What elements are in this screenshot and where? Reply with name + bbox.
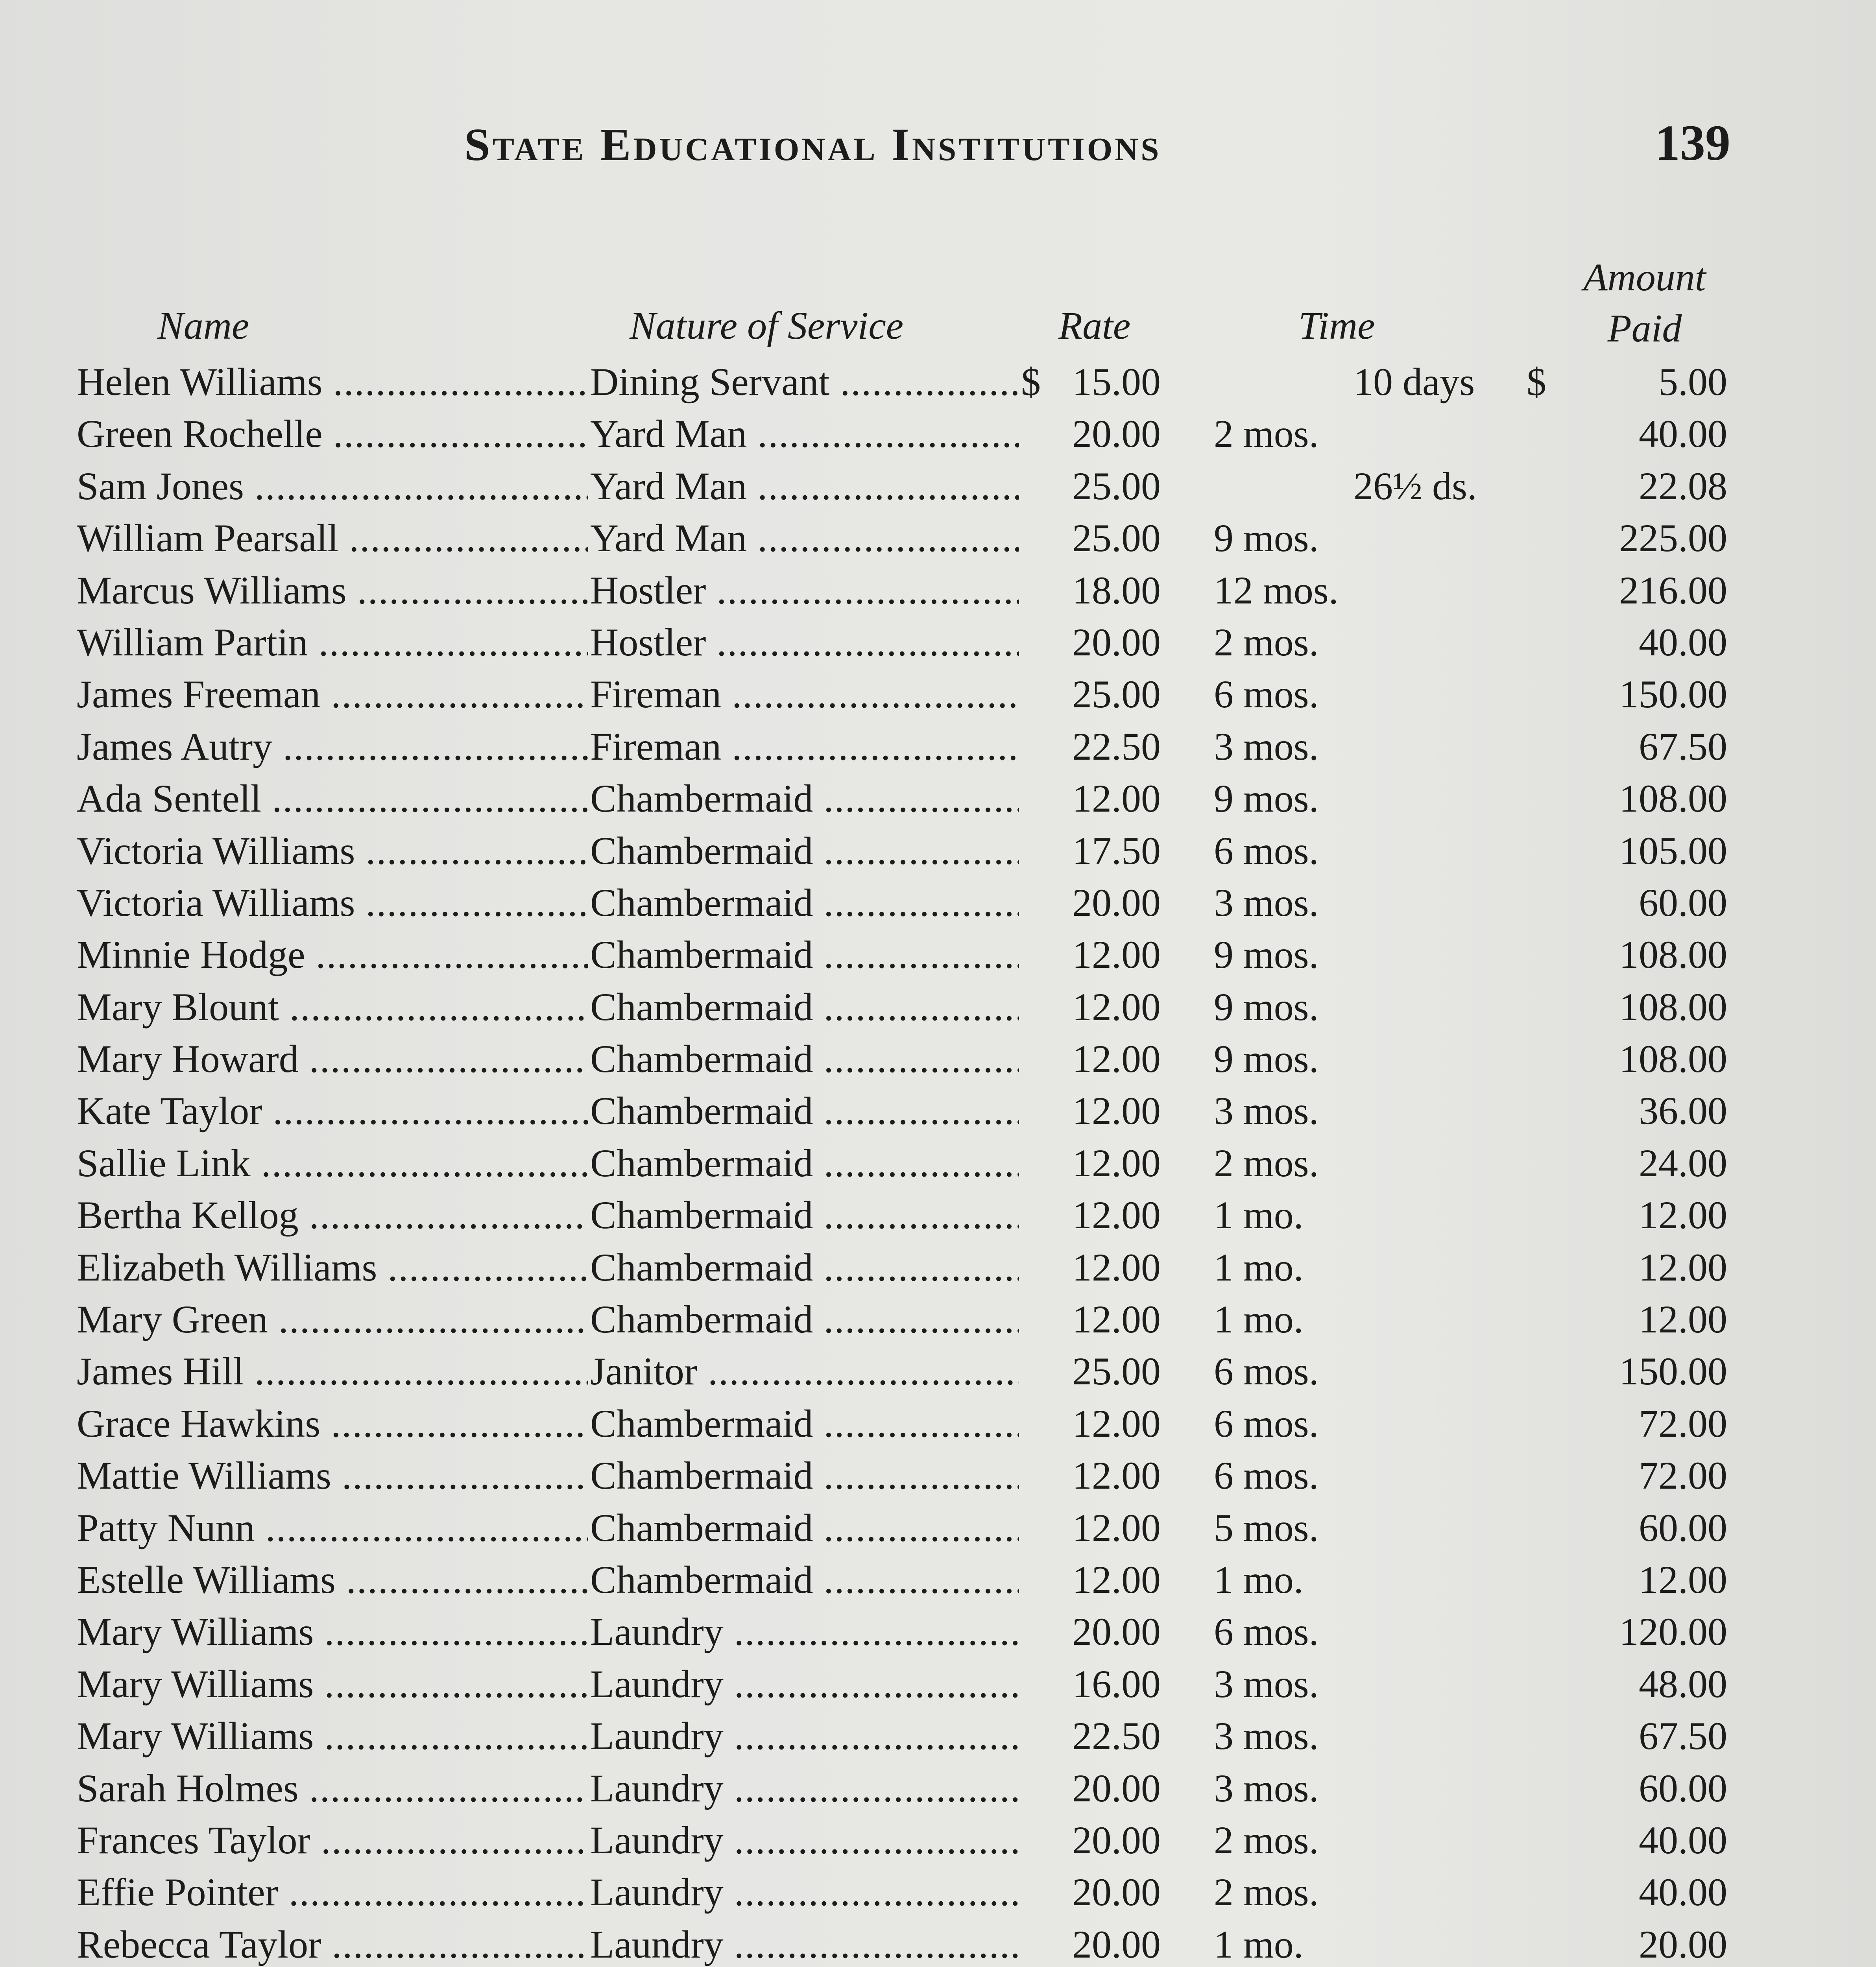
table-row bbox=[0, 1137, 1876, 1189]
employee-name: Mary Williams ..... bbox=[77, 1658, 588, 1710]
time-months: 9 mos. bbox=[1214, 777, 1319, 821]
nature-of-service: Chambermaid ..... bbox=[590, 929, 1019, 981]
time-months: 9 mos. bbox=[1214, 933, 1319, 977]
time-months: 3 mos. bbox=[1214, 1766, 1319, 1810]
time-days: 10 days bbox=[1353, 360, 1475, 404]
page-number: 139 bbox=[1655, 115, 1730, 171]
rate: 17.50 bbox=[1072, 829, 1161, 873]
employee-name: Marcus Williams ..... bbox=[77, 565, 588, 616]
nature-of-service: Chambermaid ..... bbox=[590, 825, 1019, 877]
amount-paid: 108.00 bbox=[1619, 1037, 1727, 1081]
table-row bbox=[0, 929, 1876, 981]
rate: 12.00 bbox=[1072, 985, 1161, 1029]
amount-paid: 48.00 bbox=[1639, 1662, 1727, 1706]
employee-name: Estelle Williams ..... bbox=[77, 1554, 588, 1606]
table-row bbox=[0, 1606, 1876, 1658]
employee-name: James Freeman ..... bbox=[77, 668, 588, 720]
time-months: 3 mos. bbox=[1214, 1662, 1319, 1706]
rate: 20.00 bbox=[1072, 620, 1161, 664]
amount-paid: 12.00 bbox=[1639, 1193, 1727, 1237]
nature-of-service: Yard Man ..... bbox=[590, 460, 1019, 512]
amount-paid: 40.00 bbox=[1639, 620, 1727, 664]
time-months: 3 mos. bbox=[1214, 1714, 1319, 1758]
table-row bbox=[0, 1762, 1876, 1814]
time-months: 3 mos. bbox=[1214, 724, 1319, 768]
table-row bbox=[0, 356, 1876, 408]
time-months: 6 mos. bbox=[1214, 829, 1319, 873]
table-row bbox=[0, 825, 1876, 877]
table-row bbox=[0, 981, 1876, 1033]
time-months: 6 mos. bbox=[1214, 672, 1319, 716]
nature-of-service: Laundry ..... bbox=[590, 1762, 1019, 1814]
column-header-time: Time bbox=[1298, 304, 1375, 347]
amount-paid: 150.00 bbox=[1619, 1349, 1727, 1393]
employee-name: Frances Taylor ..... bbox=[77, 1814, 588, 1866]
rate: 25.00 bbox=[1072, 464, 1161, 508]
rate: 16.00 bbox=[1072, 1662, 1161, 1706]
rate: 18.00 bbox=[1072, 568, 1161, 612]
rate: 15.00 bbox=[1072, 360, 1161, 404]
table-row bbox=[0, 721, 1876, 773]
amount-paid: 108.00 bbox=[1619, 777, 1727, 821]
time-months: 2 mos. bbox=[1214, 1141, 1319, 1185]
rate: 22.50 bbox=[1072, 724, 1161, 768]
table-row bbox=[0, 773, 1876, 825]
amount-paid: 67.50 bbox=[1639, 1714, 1727, 1758]
column-header-nature-of-service: Nature of Service bbox=[630, 304, 904, 347]
time-months: 1 mo. bbox=[1214, 1193, 1304, 1237]
employee-name: Sam Jones ..... bbox=[77, 460, 588, 512]
employee-name: Mattie Williams ..... bbox=[77, 1450, 588, 1502]
rate: 20.00 bbox=[1072, 1922, 1161, 1966]
time-months: 5 mos. bbox=[1214, 1506, 1319, 1550]
amount-paid: 36.00 bbox=[1639, 1089, 1727, 1133]
rate: 25.00 bbox=[1072, 1349, 1161, 1393]
amount-paid: 105.00 bbox=[1619, 829, 1727, 873]
amount-paid: 40.00 bbox=[1639, 1818, 1727, 1862]
nature-of-service: Janitor ..... bbox=[590, 1345, 1019, 1397]
nature-of-service: Laundry ..... bbox=[590, 1658, 1019, 1710]
amount-paid: 22.08 bbox=[1639, 464, 1727, 508]
table-row bbox=[0, 1814, 1876, 1866]
nature-of-service: Dining Servant ..... bbox=[590, 356, 1019, 408]
table-row bbox=[0, 1919, 1876, 1967]
nature-of-service: Chambermaid ..... bbox=[590, 1033, 1019, 1085]
employee-name: Mary Williams ..... bbox=[77, 1606, 588, 1658]
table-row bbox=[0, 1398, 1876, 1450]
amount-paid: 12.00 bbox=[1639, 1245, 1727, 1289]
time-months: 6 mos. bbox=[1214, 1401, 1319, 1445]
time-months: 2 mos. bbox=[1214, 1818, 1319, 1862]
time-months: 3 mos. bbox=[1214, 1089, 1319, 1133]
table-row bbox=[0, 1242, 1876, 1293]
time-months: 6 mos. bbox=[1214, 1454, 1319, 1498]
rate: 12.00 bbox=[1072, 1557, 1161, 1602]
nature-of-service: Chambermaid ..... bbox=[590, 981, 1019, 1033]
table-row bbox=[0, 1293, 1876, 1345]
time-months: 9 mos. bbox=[1214, 516, 1319, 560]
rate: 25.00 bbox=[1072, 516, 1161, 560]
nature-of-service: Chambermaid ..... bbox=[590, 1502, 1019, 1554]
employee-name: James Autry ..... bbox=[77, 721, 588, 773]
employee-name: Patty Nunn ..... bbox=[77, 1502, 588, 1554]
column-header-name: Name bbox=[157, 304, 249, 347]
nature-of-service: Fireman ..... bbox=[590, 721, 1019, 773]
amount-paid: 12.00 bbox=[1639, 1557, 1727, 1602]
employee-name: Rebecca Taylor ..... bbox=[77, 1919, 588, 1967]
employee-name: Green Rochelle ..... bbox=[77, 408, 588, 460]
amount-paid: 60.00 bbox=[1639, 1766, 1727, 1810]
employee-name: James Hill ..... bbox=[77, 1345, 588, 1397]
rate: 12.00 bbox=[1072, 1454, 1161, 1498]
time-months: 9 mos. bbox=[1214, 1037, 1319, 1081]
amount-paid: 20.00 bbox=[1639, 1922, 1727, 1966]
amount-paid: 60.00 bbox=[1639, 880, 1727, 924]
rate: 12.00 bbox=[1072, 1089, 1161, 1133]
rate: 20.00 bbox=[1072, 1610, 1161, 1654]
amount-paid: 216.00 bbox=[1619, 568, 1727, 612]
amount-paid: 120.00 bbox=[1619, 1610, 1727, 1654]
employee-name: Mary Williams ..... bbox=[77, 1710, 588, 1762]
amount-paid: 72.00 bbox=[1639, 1401, 1727, 1445]
rate: 12.00 bbox=[1072, 1245, 1161, 1289]
column-header-rate: Rate bbox=[1058, 304, 1131, 347]
employee-name: Ada Sentell ..... bbox=[77, 773, 588, 825]
amount-paid: 108.00 bbox=[1619, 985, 1727, 1029]
table-row bbox=[0, 1033, 1876, 1085]
running-head: State Educational Institutions bbox=[464, 119, 1161, 170]
nature-of-service: Chambermaid ..... bbox=[590, 1137, 1019, 1189]
time-months: 1 mo. bbox=[1214, 1557, 1304, 1602]
nature-of-service: Fireman ..... bbox=[590, 668, 1019, 720]
rate: 20.00 bbox=[1072, 412, 1161, 456]
table-row bbox=[0, 1189, 1876, 1241]
time-months: 3 mos. bbox=[1214, 880, 1319, 924]
nature-of-service: Chambermaid ..... bbox=[590, 1085, 1019, 1137]
employee-name: Victoria Williams ..... bbox=[77, 877, 588, 929]
nature-of-service: Laundry ..... bbox=[590, 1919, 1019, 1967]
employee-name: Bertha Kellog ..... bbox=[77, 1189, 588, 1241]
time-months: 9 mos. bbox=[1214, 985, 1319, 1029]
table-row bbox=[0, 1502, 1876, 1554]
nature-of-service: Chambermaid ..... bbox=[590, 773, 1019, 825]
rate: 20.00 bbox=[1072, 880, 1161, 924]
time-months: 6 mos. bbox=[1214, 1349, 1319, 1393]
rate: 12.00 bbox=[1072, 1297, 1161, 1341]
employee-name: Grace Hawkins ..... bbox=[77, 1398, 588, 1450]
rate-dollar-sign: $ bbox=[1021, 360, 1041, 404]
nature-of-service: Chambermaid ..... bbox=[590, 1554, 1019, 1606]
amount-paid: 108.00 bbox=[1619, 933, 1727, 977]
amount-paid: 150.00 bbox=[1619, 672, 1727, 716]
employee-name: Mary Green ..... bbox=[77, 1293, 588, 1345]
employee-name: Sarah Holmes ..... bbox=[77, 1762, 588, 1814]
time-days: 26½ ds. bbox=[1353, 464, 1477, 508]
amount-paid: 5.00 bbox=[1658, 360, 1727, 404]
employee-name: Elizabeth Williams ..... bbox=[77, 1242, 588, 1293]
nature-of-service: Laundry ..... bbox=[590, 1866, 1019, 1918]
column-header-amount-line2: Paid bbox=[1607, 306, 1682, 350]
time-months: 2 mos. bbox=[1214, 412, 1319, 456]
employee-name: William Pearsall ..... bbox=[77, 512, 588, 564]
nature-of-service: Chambermaid ..... bbox=[590, 1293, 1019, 1345]
employee-name: Victoria Williams ..... bbox=[77, 825, 588, 877]
table-row bbox=[0, 616, 1876, 668]
rate: 12.00 bbox=[1072, 1141, 1161, 1185]
amount-paid: 40.00 bbox=[1639, 412, 1727, 456]
column-header-amount-line1: Amount bbox=[1583, 255, 1706, 299]
time-months: 2 mos. bbox=[1214, 620, 1319, 664]
nature-of-service: Chambermaid ..... bbox=[590, 877, 1019, 929]
table-row bbox=[0, 1866, 1876, 1918]
employee-name: Kate Taylor ..... bbox=[77, 1085, 588, 1137]
rate: 22.50 bbox=[1072, 1714, 1161, 1758]
employee-name: Mary Blount ..... bbox=[77, 981, 588, 1033]
nature-of-service: Chambermaid ..... bbox=[590, 1242, 1019, 1293]
table-row bbox=[0, 565, 1876, 616]
time-months: 1 mo. bbox=[1214, 1922, 1304, 1966]
nature-of-service: Laundry ..... bbox=[590, 1606, 1019, 1658]
table-row bbox=[0, 1658, 1876, 1710]
rate: 25.00 bbox=[1072, 672, 1161, 716]
nature-of-service: Yard Man ..... bbox=[590, 408, 1019, 460]
employee-name: Effie Pointer ..... bbox=[77, 1866, 588, 1918]
nature-of-service: Chambermaid ..... bbox=[590, 1398, 1019, 1450]
rate: 12.00 bbox=[1072, 1401, 1161, 1445]
rate: 20.00 bbox=[1072, 1766, 1161, 1810]
time-months: 6 mos. bbox=[1214, 1610, 1319, 1654]
amount-paid: 60.00 bbox=[1639, 1506, 1727, 1550]
time-months: 1 mo. bbox=[1214, 1245, 1304, 1289]
rate: 12.00 bbox=[1072, 1037, 1161, 1081]
column-header-amount-paid bbox=[1546, 252, 1743, 354]
time-months: 2 mos. bbox=[1214, 1870, 1319, 1914]
payroll-table bbox=[0, 356, 1876, 1967]
amount-paid: 67.50 bbox=[1639, 724, 1727, 768]
amount-paid: 40.00 bbox=[1639, 1870, 1727, 1914]
nature-of-service: Yard Man ..... bbox=[590, 512, 1019, 564]
rate: 12.00 bbox=[1072, 777, 1161, 821]
amount-paid: 225.00 bbox=[1619, 516, 1727, 560]
table-row bbox=[0, 460, 1876, 512]
employee-name: Mary Howard ..... bbox=[77, 1033, 588, 1085]
rate: 20.00 bbox=[1072, 1870, 1161, 1914]
table-row bbox=[0, 1450, 1876, 1502]
nature-of-service: Chambermaid ..... bbox=[590, 1189, 1019, 1241]
employee-name: Sallie Link ..... bbox=[77, 1137, 588, 1189]
rate: 20.00 bbox=[1072, 1818, 1161, 1862]
rate: 12.00 bbox=[1072, 933, 1161, 977]
rate: 12.00 bbox=[1072, 1193, 1161, 1237]
amount-dollar-sign: $ bbox=[1527, 360, 1546, 404]
employee-name: Minnie Hodge ..... bbox=[77, 929, 588, 981]
table-row bbox=[0, 1710, 1876, 1762]
table-row bbox=[0, 408, 1876, 460]
amount-paid: 72.00 bbox=[1639, 1454, 1727, 1498]
amount-paid: 24.00 bbox=[1639, 1141, 1727, 1185]
rate: 12.00 bbox=[1072, 1506, 1161, 1550]
table-row bbox=[0, 1085, 1876, 1137]
nature-of-service: Laundry ..... bbox=[590, 1814, 1019, 1866]
nature-of-service: Hostler ..... bbox=[590, 565, 1019, 616]
time-months: 1 mo. bbox=[1214, 1297, 1304, 1341]
table-row bbox=[0, 512, 1876, 564]
nature-of-service: Hostler ..... bbox=[590, 616, 1019, 668]
amount-paid: 12.00 bbox=[1639, 1297, 1727, 1341]
employee-name: William Partin ..... bbox=[77, 616, 588, 668]
nature-of-service: Laundry ..... bbox=[590, 1710, 1019, 1762]
table-row bbox=[0, 668, 1876, 720]
time-months: 12 mos. bbox=[1214, 568, 1339, 612]
table-row bbox=[0, 1345, 1876, 1397]
table-row bbox=[0, 1554, 1876, 1606]
nature-of-service: Chambermaid ..... bbox=[590, 1450, 1019, 1502]
table-row bbox=[0, 877, 1876, 929]
employee-name: Helen Williams ..... bbox=[77, 356, 588, 408]
